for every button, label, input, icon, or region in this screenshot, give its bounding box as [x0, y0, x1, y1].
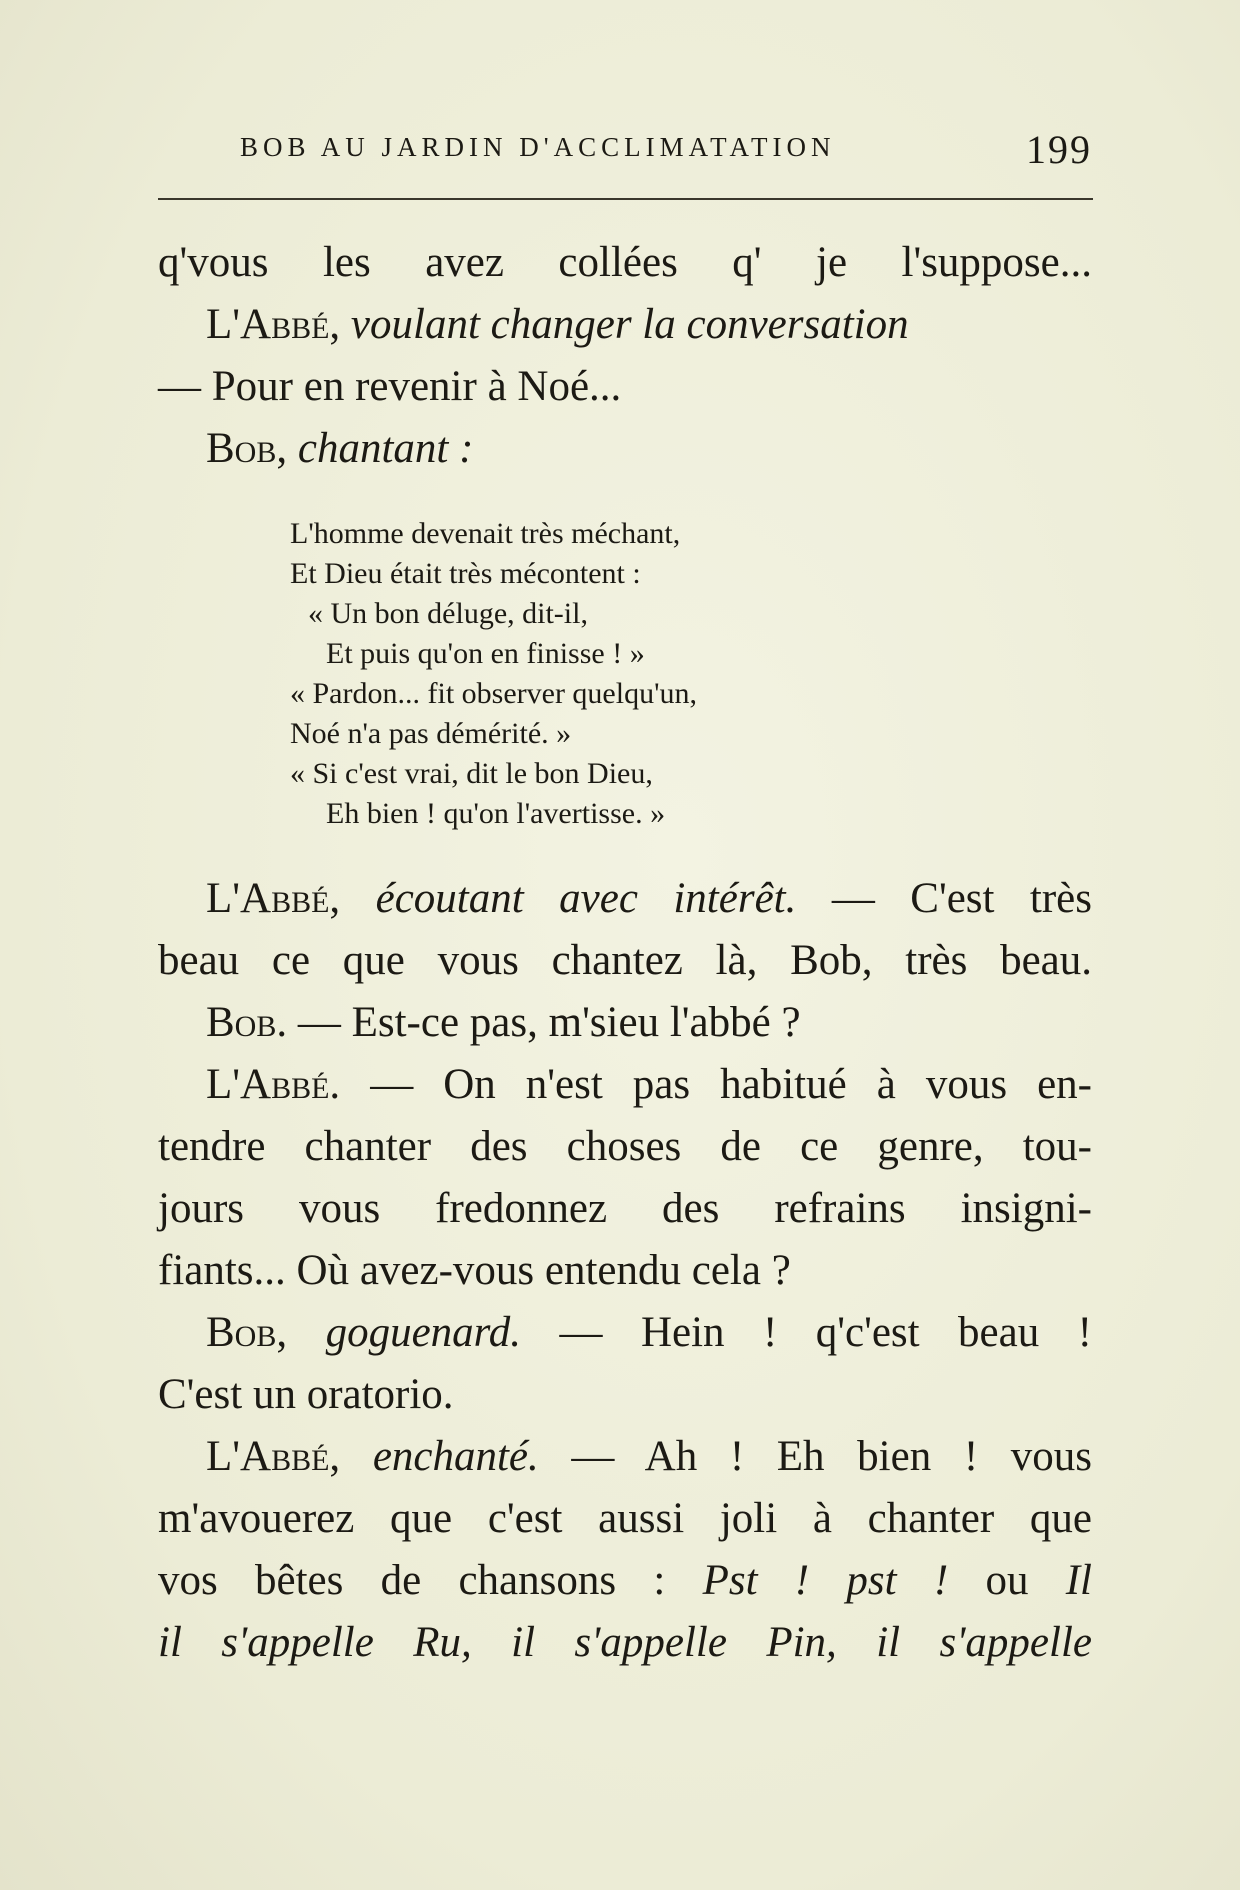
running-head: BOB AU JARDIN D'ACCLIMATATION: [240, 132, 836, 162]
text-line: fiants... Où avez-vous entendu cela ?: [158, 1247, 791, 1294]
speech: vos bêtes de chansons :: [158, 1557, 703, 1604]
stage-direction-line: [158, 294, 1092, 356]
speaker-name: L'Abbé: [206, 301, 330, 348]
song-verse: [290, 514, 697, 834]
text-line: jours vous fredonnez des refrains insigni-: [158, 1185, 1092, 1232]
verse-line: Eh bien ! qu'on l'avertisse. »: [326, 797, 666, 830]
stage-direction: goguenard.: [325, 1309, 522, 1356]
speech: — Hein ! q'c'est beau !: [521, 1309, 1092, 1356]
verse-line: L'homme devenait très méchant,: [290, 517, 681, 550]
song-title: Pst ! pst !: [702, 1557, 949, 1604]
stage-direction-line: [158, 418, 1092, 480]
speech: . — On n'est pas habitué à vous en-: [329, 1061, 1092, 1108]
text-line: [158, 1054, 1092, 1116]
speaker-name: Bob: [206, 1309, 277, 1356]
verse-line: « Pardon... fit observer quelqu'un,: [290, 677, 697, 710]
text-line: m'avouerez que c'est aussi joli à chanter que: [158, 1495, 1092, 1542]
text-line: — Pour en revenir à Noé...: [158, 363, 622, 410]
text-line: C'est un oratorio.: [158, 1371, 454, 1418]
text-line: [158, 992, 1092, 1054]
speech: — C'est très: [796, 875, 1092, 922]
verse-line: Noé n'a pas démérité. »: [290, 717, 572, 750]
text-line: [158, 1426, 1092, 1488]
speech: ou: [948, 1557, 1066, 1604]
speaker-name: Bob: [206, 999, 277, 1046]
separator: ,: [276, 1309, 326, 1356]
header-rule: [158, 198, 1093, 200]
dialogue-bottom: [158, 868, 1092, 1674]
speech: — Ah ! Eh bien ! vous: [538, 1433, 1093, 1480]
text-line: [158, 1550, 1092, 1612]
separator: ,: [329, 1433, 373, 1480]
verse-line: Et puis qu'on en finisse ! »: [326, 637, 645, 670]
speaker-name: L'Abbé: [206, 1433, 330, 1480]
text-line: tendre chanter des choses de ce genre, tou-: [158, 1123, 1092, 1170]
text-line: [158, 868, 1092, 930]
speaker-name: Bob: [206, 425, 277, 472]
song-title-line: il s'appelle Ru, il s'appelle Pin, il s'appelle: [158, 1619, 1092, 1666]
text-line: beau ce que vous chantez là, Bob, très beau.: [158, 937, 1092, 984]
verse-line: « Si c'est vrai, dit le bon Dieu,: [290, 757, 653, 790]
text-line: [158, 1302, 1092, 1364]
verse-line: « Un bon déluge, dit-il,: [308, 597, 588, 630]
speaker-name: L'Abbé: [206, 1061, 330, 1108]
verse-line: Et Dieu était très mécontent :: [290, 557, 641, 590]
stage-direction: écoutant avec intérêt.: [375, 875, 797, 922]
stage-direction: chantant :: [297, 425, 474, 472]
speaker-name: L'Abbé: [206, 875, 330, 922]
separator: ,: [329, 301, 351, 348]
page-number: 199: [1026, 127, 1092, 172]
stage-direction: voulant changer la conversation: [350, 301, 909, 348]
stage-direction: enchanté.: [372, 1433, 539, 1480]
separator: ,: [329, 875, 376, 922]
text-line: q'vous les avez collées q' je l'suppose...: [158, 239, 1092, 286]
separator: ,: [276, 425, 298, 472]
dialogue-top: [158, 232, 1092, 480]
speech: . — Est-ce pas, m'sieu l'abbé ?: [276, 999, 801, 1046]
song-title: Il: [1065, 1557, 1092, 1604]
